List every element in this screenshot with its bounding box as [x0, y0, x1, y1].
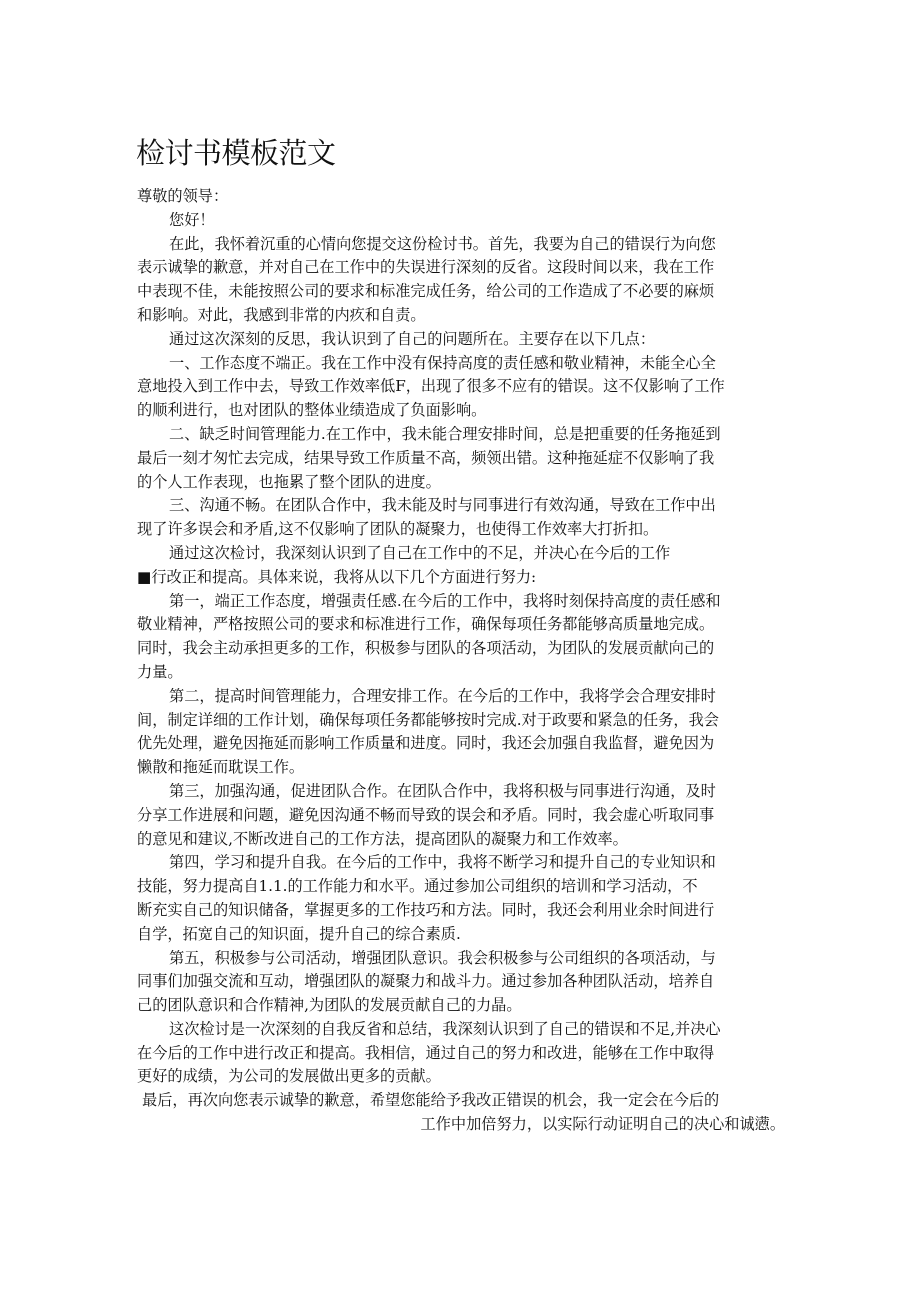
closing-line: 最后，再次向您表示诚挚的歉意，希望您能给予我改正错误的机会，我一定会在今后的	[142, 1091, 720, 1110]
document-title: 检讨书模板范文	[136, 136, 336, 170]
text-line: 力量。	[137, 662, 183, 681]
text-line: 第二，提高时间管理能力，合理安排工作。在今后的工作中，我将学会合理安排时	[169, 686, 716, 705]
text-line: 技能，努力提高自1.1.的工作能力和水平。通过参加公司组织的培训和学习活动，不	[137, 877, 698, 896]
text-line: 的意见和建议,不断改进自己的工作方法，提高团队的凝聚力和工作效率。	[137, 829, 628, 848]
text-line: 最后一刻才匆忙去完成，结果导致工作质量不高，频领出错。这种拖延症不仅影响了我	[137, 448, 715, 467]
text-line: 第三，加强沟通，促进团队合作。在团队合作中，我将积极与同事进行沟通，及时	[169, 781, 716, 800]
text-line: 这次检讨是一次深刻的自我反省和总结，我深刻认识到了自己的错误和不足,并决心	[169, 1019, 721, 1038]
text-line: 三、沟通不畅。在团队合作中，我未能及时与同事进行有效沟通，导致在工作中出	[169, 496, 716, 515]
text-line: 意地投入到工作中去，导致工作效率低F，出现了很多不应有的错误。这不仅影响了工作	[137, 377, 725, 396]
text-line: ■行改正和提高。具体来说，我将从以下几个方面进行努力:	[137, 567, 537, 586]
closing-line: 工作中加倍努力，以实际行动证明自己的决心和诚懑。	[420, 1115, 785, 1134]
text-line: 同事们加强交流和互动，增强团队的凝聚力和战斗力。通过参加各种团队活动，培养自	[137, 972, 715, 991]
text-line: 通过这次检讨，我深刻认识到了自己在工作中的不足，并决心在今后的工作	[169, 543, 671, 562]
text-line: 优先处理，避免因拖延而影响工作质量和进度。同时，我还会加强自我监督，避免因为	[137, 734, 715, 753]
text-line: 己的团队意识和合作精神,为团队的发展贡献自己的力晶。	[137, 996, 522, 1015]
text-line: 在今后的工作中进行改正和提高。我相信，通过自己的努力和改进，能够在工作中取得	[137, 1043, 715, 1062]
document-body	[137, 185, 797, 1137]
text-line: 第一，端正工作态度，增强责任感.在今后的工作中，我将时刻保持高度的责任感和	[169, 591, 721, 610]
text-line: 断充实自己的知识储备，掌握更多的工作技巧和方法。同时，我还会利用业余时间进行	[137, 900, 715, 919]
text-line: 通过这次深刻的反思，我认识到了自己的问题所在。主要存在以下几点：	[169, 329, 655, 348]
text-line: 的顺利进行，也对团队的整体业绩造成了负面影响。	[137, 401, 487, 420]
text-line: 表示诚挚的歉意，并对自己在工作中的失误进行深刻的反省。这段时间以来，我在工作	[137, 258, 715, 277]
text-line: 同时，我会主动承担更多的工作，积极参与团队的各项活动，为团队的发展贡献向己的	[137, 639, 715, 658]
text-line: 一、工作态度不端正。我在工作中没有保持高度的责任感和敬业精神，未能全心全	[169, 353, 716, 372]
text-line: 自学，拓宽自己的知识面，提升自己的综合素质.	[137, 924, 461, 943]
text-line: 第四，学习和提升自我。在今后的工作中，我将不断学习和提升自己的专业知识和	[169, 853, 716, 872]
text-line: 间，制定详细的工作计划，确保每项任务都能够按时完成.对于政要和紧急的任务，我会	[137, 710, 719, 729]
text-line: 二、缺乏时间管理能力.在工作中，我未能合理安排时间，总是把重要的任务拖延到	[169, 424, 721, 443]
text-line: 分享工作进展和问题，避免因沟通不畅而导致的误会和矛盾。同时，我会虚心听取同事	[137, 805, 715, 824]
greeting: 您好！	[169, 210, 215, 229]
text-line: 懒散和拖延而耽误工作。	[137, 758, 305, 777]
text-line: 第五，积极参与公司活动，增强团队意识。我会积极参与公司组织的各项活动，与	[169, 948, 716, 967]
text-line: 敬业精神，严格按照公司的要求和标准进行工作，确保每项任务都能够高质量地完成。	[137, 615, 715, 634]
text-line: 和影响。对此，我感到非常的内疚和自责。	[137, 305, 426, 324]
text-line: 中表现不佳，未能按照公司的要求和标准完成任务，给公司的工作造成了不必要的麻烦	[137, 282, 715, 301]
text-line: 在此，我怀着沉重的心情向您提交这份检讨书。首先，我要为自己的错误行为向您	[169, 234, 716, 253]
salutation: 尊敬的领导：	[137, 187, 229, 205]
text-line: 现了许多误会和矛盾,这不仅影响了团队的凝聚力，也使得工作效率大打折扣。	[137, 520, 659, 539]
text-line: 的个人工作表现，也拖累了整个团队的进度。	[137, 472, 441, 491]
text-line: 更好的成绩，为公司的发展做出更多的贡献。	[137, 1067, 441, 1086]
